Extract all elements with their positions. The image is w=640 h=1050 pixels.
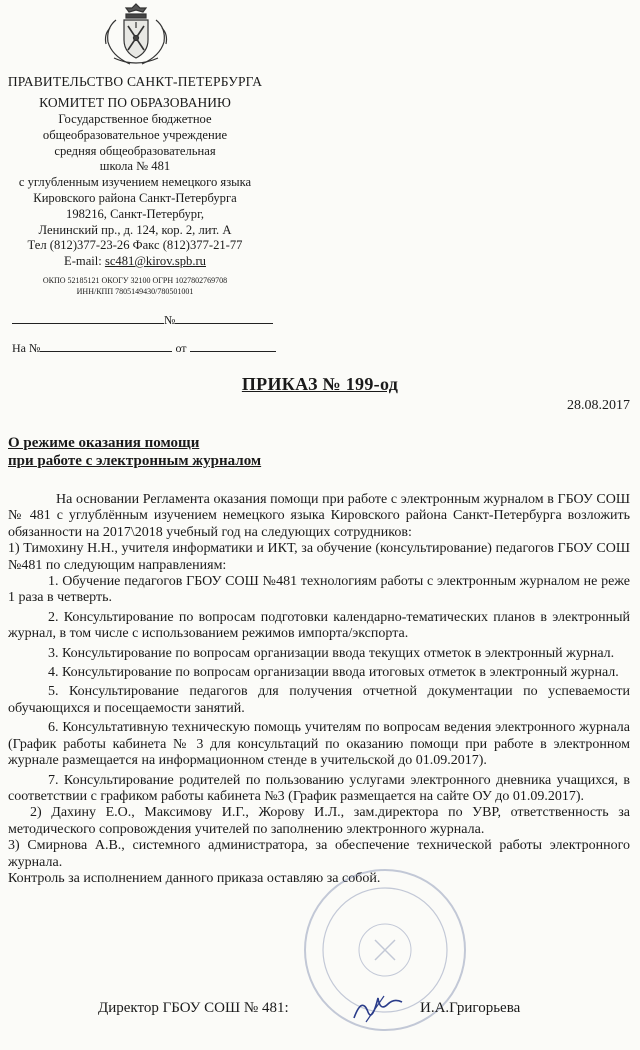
order-subject <box>8 434 261 470</box>
subject-line: О режиме оказания помощи <box>8 435 200 451</box>
org-line: Ленинский пр., д. 124, кор. 2, лит. А <box>38 222 232 237</box>
handwritten-signature-icon <box>346 988 406 1028</box>
email-label: E-mail: <box>64 254 105 269</box>
codes-line: ИНН/КПП 7805149430/780501001 <box>76 286 194 296</box>
org-line: средняя общеобразовательная <box>54 143 216 158</box>
registry-codes <box>0 276 270 297</box>
incoming-number-line <box>12 340 276 356</box>
outgoing-number-line <box>12 312 273 328</box>
committee-name: КОМИТЕТ ПО ОБРАЗОВАНИЮ <box>39 95 231 110</box>
order-body <box>8 492 630 887</box>
codes-line: ОКПО 52185121 ОКОГУ 32100 ОГРН 1027802769708 <box>42 276 228 285</box>
org-line: школа № 481 <box>99 159 171 174</box>
signature-name: И.А.Григорьева <box>420 1000 521 1016</box>
government-name: ПРАВИТЕЛЬСТВО САНКТ-ПЕТЕРБУРГА <box>7 74 263 89</box>
org-line: Кировского района Санкт-Петербурга <box>33 190 237 205</box>
coat-of-arms-icon <box>96 0 176 70</box>
subitem-paragraph: 3. Консультирование по вопросам организации ввода текущих отметок в электронный журнал. <box>48 645 615 661</box>
number-sign: № <box>164 313 176 327</box>
org-line: с углубленным изучением немецкого языка <box>18 175 252 190</box>
subitem-paragraph: 4. Консультирование по вопросам организации ввода итоговых отметок в электронный журнал. <box>48 665 619 681</box>
ot-label: от <box>175 341 187 355</box>
na-label: На № <box>12 341 41 355</box>
order-title: ПРИКАЗ № 199-од <box>241 374 399 394</box>
org-line: 198216, Санкт-Петербург, <box>66 206 204 221</box>
intro-paragraph: На основании Регламента оказания помощи при работе с электронным журналом в ГБОУ СОШ № 481 с углублённым изучением немецкого языка Кировского района Санкт-Петербурга возложить обязанности на 2017\2018 учебный год на следующих сотрудников: <box>8 492 630 540</box>
item-3-paragraph: 3) Смирнова А.В., системного администратора, за обеспечение технической работы электронного журнала. <box>8 838 630 870</box>
subitem-paragraph: 7. Консультирование родителей по пользованию услугами электронного дневника учащихся, в соответствии с графиком работы кабинета №3 (График размещается на сайте ОУ до 01.09.2017). <box>8 772 630 804</box>
org-line: общеобразовательное учреждение <box>42 127 228 142</box>
item-2-paragraph: 2) Дахину Е.О., Максимову И.Г., Жорову И.Л., зам.директора по УВР, ответственность за методического сопровождения учителей по заполнению электронного журнала. <box>8 805 630 837</box>
subject-line: при работе с электронным журналом <box>8 453 262 469</box>
organization-details <box>0 112 270 270</box>
org-line: Тел (812)377-23-26 Факс (812)377-21-77 <box>27 238 243 253</box>
email-link[interactable]: sc481@kirov.spb.ru <box>104 254 206 269</box>
subitem-paragraph: 6. Консультативную техническую помощь учителям по вопросам ведения электронного журнала (График работы кабинета № 3 для консультаций по оказанию помощи при работе в электронном журнале размещается на информационном стенде в учительской до 01.09.2017). <box>8 720 630 769</box>
signature-title: Директор ГБОУ СОШ № 481: <box>98 1000 289 1016</box>
item-1-paragraph: 1) Тимохину Н.Н., учителя информатики и ИКТ, за обучение (консультирование) педагогов ГБОУ СОШ №481 по следующим направлениям: <box>8 541 630 573</box>
org-line: Государственное бюджетное <box>58 112 212 126</box>
subitem-paragraph: 1. Обучение педагогов ГБОУ СОШ №481 технологиям работы с электронным журналом не реже 1 раза в четверть. <box>8 574 630 606</box>
subitem-paragraph: 5. Консультирование педагогов для получения отчетной документации по успеваемости обучающихся и посещаемости занятий. <box>8 684 630 716</box>
subitem-paragraph: 2. Консультирование по вопросам подготовки календарно-тематических планов в электронный журнал, в том числе с использованием режимов импорта/экспорта. <box>8 609 630 642</box>
control-paragraph: Контроль за исполнением данного приказа оставляю за собой. <box>8 870 381 886</box>
email-line <box>0 254 270 270</box>
order-date: 28.08.2017 <box>567 398 630 413</box>
